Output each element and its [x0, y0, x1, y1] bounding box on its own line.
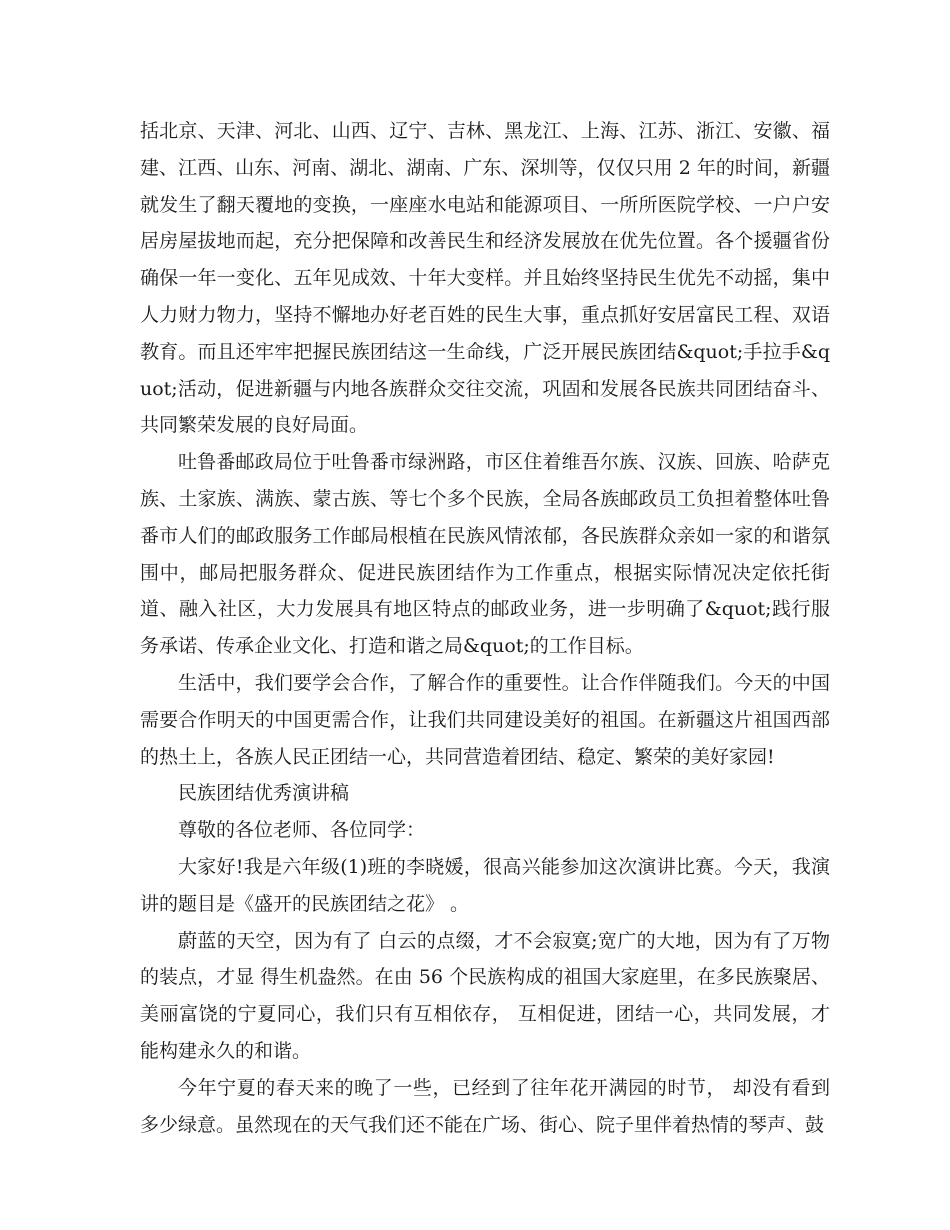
paragraph-2: 吐鲁番邮政局位于吐鲁番市绿洲路，市区住着维吾尔族、汉族、回族、哈萨克族、土家族、满族、蒙古族、等七个多个民族，全局各族邮政员工负担着整体吐鲁番市人们的邮政服务工作邮局根植在民族风情浓郁，各民族群众亲如一家的和谐氛围中，邮局把服务群众、促进民族团结作为工作重点，根据实际情况决定依托街道、融入社区，大力发展具有地区特点的邮政业务，进一步明确了&quot;践行服务承诺、传承企业文化、打造和谐之局&quot;的工作目标。	[140, 451, 830, 658]
paragraph-8: 今年宁夏的春天来的晚了一些，已经到了往年花开满园的时节， 却没有看到多少绿意。虽然现在的天气我们还不能在广场、街心、院子里伴着热情的琴声、鼓	[140, 1076, 830, 1136]
paragraph-3: 生活中，我们要学会合作，了解合作的重要性。让合作伴随我们。今天的中国需要合作明天的中国更需合作，让我们共同建设美好的祖国。在新疆这片祖国西部的热土上，各族人民正团结一心，共同营造着团结、稳定、繁荣的美好家园!	[140, 671, 830, 768]
paragraph-7: 蔚蓝的天空，因为有了 白云的点缀，才不会寂寞;宽广的大地，因为有了万物的装点，才显 得生机盎然。在由 56 个民族构成的祖国大家庭里，在多民族聚居、美丽富饶的宁夏同心，我们只有互相依存， 互相促进，团结一心，共同发展，才能构建永久的和谐。	[140, 929, 830, 1062]
salutation: 尊敬的各位老师、各位同学：	[178, 819, 426, 842]
paragraph-6: 大家好!我是六年级(1)班的李晓媛，很高兴能参加这次演讲比赛。今天，我演讲的题目是《盛开的民族团结之花》 。	[140, 855, 830, 915]
speech-title: 民族团结优秀演讲稿	[178, 782, 350, 805]
document-body	[140, 113, 830, 1143]
paragraph-1: 括北京、天津、河北、山西、辽宁、吉林、黑龙江、上海、江苏、浙江、安徽、福建、江西、山东、河南、湖北、湖南、广东、深圳等，仅仅只用 2 年的时间，新疆就发生了翻天覆地的变换，一座座水电站和能源项目、一所所医院学校、一户户安居房屋拔地而起，充分把保障和改善民生和经济发展放在优先位置。各个援疆省份确保一年一变化、五年见成效、十年大变样。并且始终坚持民生优先不动摇，集中人力财力物力，坚持不懈地办好老百姓的民生大事，重点抓好安居富民工程、双语教育。而且还牢牢把握民族团结这一生命线，广泛开展民族团结&quot;手拉手&quot;活动，促进新疆与内地各族群众交往交流，巩固和发展各民族共同团结奋斗、共同繁荣发展的良好局面。	[140, 120, 830, 437]
